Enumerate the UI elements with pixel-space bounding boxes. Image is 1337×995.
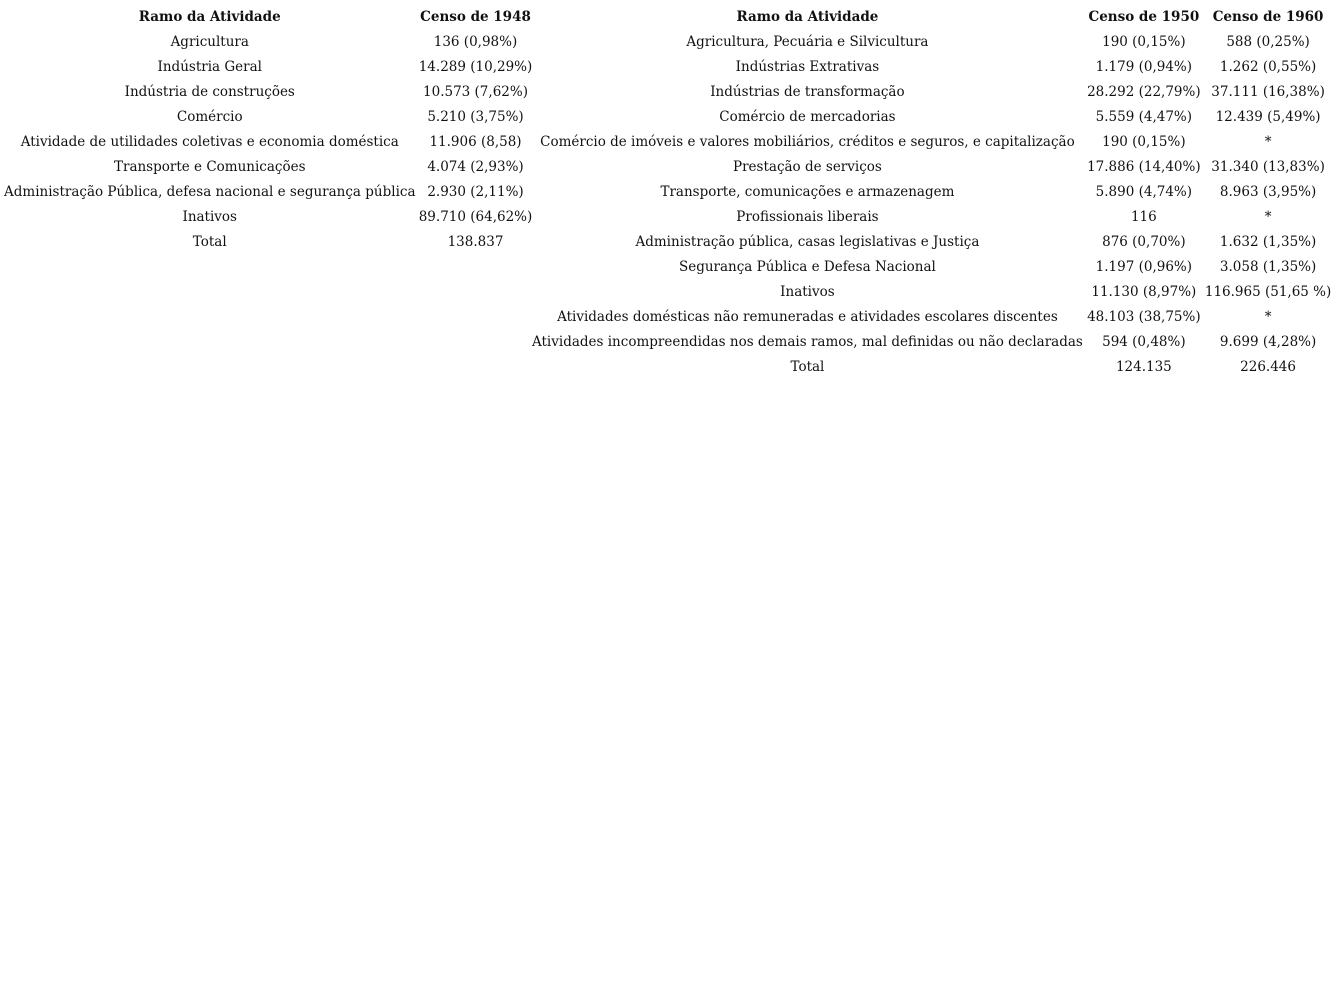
cell-ramo: Indústria de construções [124,83,295,100]
cell-ramo: Prestação de serviços [733,158,882,175]
cell-ramo: Administração Pública, defesa nacional e segurança pública [4,183,416,200]
census-1950-1960-table [532,4,1331,379]
cell-censo-1948: 4.074 (2,93%) [427,158,524,175]
table-body [532,29,1331,379]
cell-censo-1950: 28.292 (22,79%) [1087,83,1201,100]
cell-ramo: Comércio de imóveis e valores mobiliários, créditos e seguros, e capitalização [540,133,1075,150]
table-row [4,229,536,254]
cell-censo-1960: 3.058 (1,35%) [1219,258,1317,275]
cell-censo-1960: * [1264,208,1272,225]
table-row [4,79,536,104]
cell-censo-1960: 1.262 (0,55%) [1219,58,1317,75]
table-row [532,29,1331,54]
cell-censo-1950: 17.886 (14,40%) [1087,158,1201,175]
table-row [532,254,1331,279]
cell-censo-1950: 5.559 (4,47%) [1095,108,1193,125]
cell-censo-1960: 31.340 (13,83%) [1211,158,1325,175]
cell-censo-1948: 10.573 (7,62%) [423,83,528,100]
cell-ramo: Transporte, comunicações e armazenagem [660,183,955,200]
table-row [4,54,536,79]
census-1948-table [4,4,536,254]
cell-censo-1950: 876 (0,70%) [1102,233,1186,250]
cell-ramo: Total [790,358,825,375]
cell-ramo: Atividade de utilidades coletivas e economia doméstica [20,133,399,150]
cell-ramo: Indústrias de transformação [710,83,905,100]
cell-ramo: Agricultura, Pecuária e Silvicultura [686,33,929,50]
table-row [4,129,536,154]
table-row [532,354,1331,379]
cell-ramo: Administração pública, casas legislativas e Justiça [635,233,980,250]
cell-ramo: Indústria Geral [157,58,262,75]
cell-censo-1960: 9.699 (4,28%) [1219,333,1317,350]
cell-ramo: Inativos [182,208,237,225]
cell-ramo: Segurança Pública e Defesa Nacional [678,258,936,275]
cell-ramo: Profissionais liberais [736,208,879,225]
cell-censo-1950: 594 (0,48%) [1102,333,1186,350]
cell-censo-1960: 588 (0,25%) [1226,33,1310,50]
column-header-censo-1960: Censo de 1960 [1212,8,1324,25]
cell-censo-1950: 116 [1130,208,1157,225]
cell-ramo: Inativos [780,283,835,300]
cell-censo-1950: 5.890 (4,74%) [1095,183,1193,200]
table-row [532,54,1331,79]
table-row [4,29,536,54]
table-row [532,204,1331,229]
cell-censo-1960: 116.965 (51,65 %) [1204,283,1332,300]
table-row [532,104,1331,129]
table-row [532,329,1331,354]
cell-ramo: Agricultura [170,33,249,50]
cell-censo-1960: 8.963 (3,95%) [1219,183,1317,200]
cell-censo-1948: 14.289 (10,29%) [418,58,533,75]
cell-ramo: Total [192,233,227,250]
cell-censo-1960: * [1264,133,1272,150]
cell-censo-1948: 136 (0,98%) [433,33,518,50]
cell-censo-1960: 37.111 (16,38%) [1211,83,1325,100]
cell-censo-1950: 124.135 [1115,358,1172,375]
cell-censo-1960: 1.632 (1,35%) [1219,233,1317,250]
cell-ramo: Indústrias Extrativas [735,58,880,75]
cell-ramo: Comércio de mercadorias [719,108,896,125]
table-row [532,179,1331,204]
column-header-ramo: Ramo da Atividade [138,8,281,25]
cell-censo-1950: 48.103 (38,75%) [1087,308,1201,325]
cell-censo-1948: 11.906 (8,58) [429,133,522,150]
cell-censo-1948: 5.210 (3,75%) [427,108,524,125]
column-header-censo-1950: Censo de 1950 [1088,8,1200,25]
cell-ramo: Atividades domésticas não remuneradas e atividades escolares discentes [557,308,1058,325]
cell-censo-1960: * [1264,308,1272,325]
cell-censo-1950: 1.197 (0,96%) [1095,258,1193,275]
table-row [532,129,1331,154]
cell-censo-1948: 89.710 (64,62%) [418,208,533,225]
table-header-row [4,4,536,29]
cell-ramo: Atividades incompreendidas nos demais ramos, mal definidas ou não declaradas [532,333,1083,350]
table-header-row [532,4,1331,29]
cell-ramo: Comércio [176,108,243,125]
cell-censo-1950: 190 (0,15%) [1102,33,1186,50]
table-row [532,304,1331,329]
cell-censo-1950: 1.179 (0,94%) [1095,58,1193,75]
cell-censo-1950: 190 (0,15%) [1102,133,1186,150]
table-row [532,279,1331,304]
table-row [532,79,1331,104]
cell-censo-1950: 11.130 (8,97%) [1091,283,1197,300]
cell-censo-1960: 12.439 (5,49%) [1215,108,1321,125]
cell-censo-1948: 2.930 (2,11%) [427,183,524,200]
column-header-ramo: Ramo da Atividade [736,8,879,25]
cell-ramo: Transporte e Comunicações [113,158,306,175]
table-row [532,229,1331,254]
column-header-censo-1948: Censo de 1948 [420,8,531,25]
cell-censo-1960: 226.446 [1240,358,1296,375]
cell-censo-1948: 138.837 [447,233,504,250]
table-row [532,154,1331,179]
